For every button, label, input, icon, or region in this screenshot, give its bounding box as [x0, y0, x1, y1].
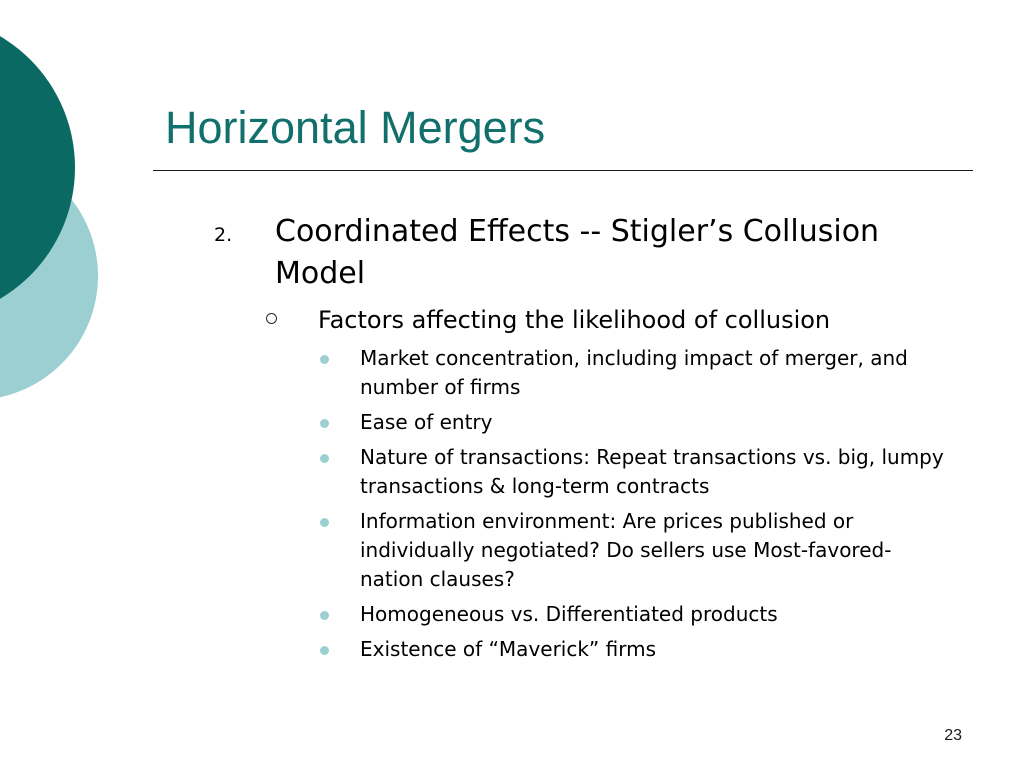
- level3-text: Ease of entry: [360, 410, 493, 434]
- level3-item: [318, 635, 958, 664]
- level3-item: [318, 344, 958, 402]
- level2-text: Factors affecting the likelihood of collusion: [318, 306, 831, 334]
- filled-circle-bullet-icon: [320, 611, 329, 620]
- level3-text: Homogeneous vs. Differentiated products: [360, 602, 778, 626]
- level3-item: [318, 408, 958, 437]
- level3-list: [318, 344, 958, 670]
- level3-item: [318, 600, 958, 629]
- page-number: 23: [944, 727, 962, 744]
- filled-circle-bullet-icon: [320, 646, 329, 655]
- filled-circle-bullet-icon: [320, 454, 329, 463]
- level3-text: Nature of transactions: Repeat transactions vs. big, lumpy transactions & long-term contracts: [360, 445, 944, 498]
- level1-text: Coordinated Effects -- Stigler’s Collusion Model: [275, 214, 880, 291]
- slide-title: Horizontal Mergers: [165, 102, 546, 153]
- level3-text: Market concentration, including impact of merger, and number of firms: [360, 346, 908, 399]
- level3-text: Information environment: Are prices published or individually negotiated? Do sellers use Most-favored-nation clauses?: [360, 509, 892, 591]
- filled-circle-bullet-icon: [320, 518, 329, 527]
- level3-text: Existence of “Maverick” firms: [360, 637, 657, 661]
- filled-circle-bullet-icon: [320, 419, 329, 428]
- filled-circle-bullet-icon: [320, 355, 329, 364]
- hollow-circle-bullet-icon: [266, 313, 277, 324]
- level1-number: 2.: [214, 224, 233, 246]
- level3-item: [318, 443, 958, 501]
- level3-item: [318, 507, 958, 594]
